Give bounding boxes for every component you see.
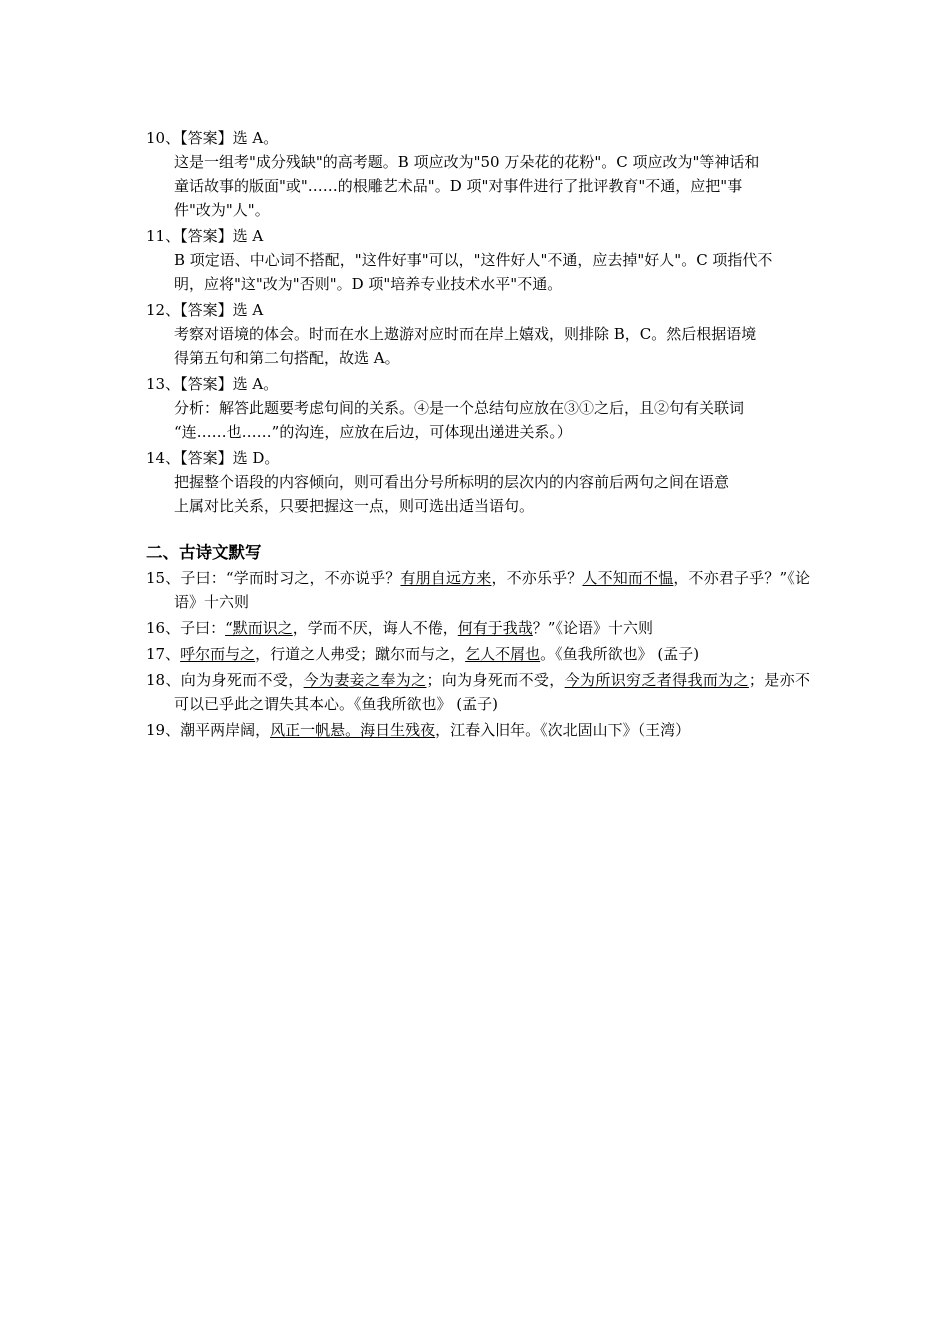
document-page — [146, 126, 810, 744]
poem-text: 18、向为身死而不受， — [146, 671, 304, 689]
poem-text: 19、潮平两岸阔， — [146, 721, 271, 739]
section-title: 二、古诗文默写 — [146, 543, 262, 562]
poem-text: ，行道之人弗受；蹴尔而与之， — [255, 645, 466, 663]
answer-11 — [146, 224, 810, 296]
poem-text: 16、子曰： — [146, 619, 226, 637]
poem-answer: 风正一帆悬。海日生残夜 — [270, 721, 436, 739]
answer-line: “连……也……”的沟连，应放在后边，可体现出递进关系。） — [174, 423, 572, 441]
poem-answer: “默而识之 — [225, 619, 293, 637]
poem-item-15 — [146, 566, 810, 614]
answer-line: 考察对语境的体会。时而在水上遨游对应时而在岸上嬉戏，则排除 B，C。然后根据语境 — [174, 325, 757, 343]
poem-text: 。《鱼我所欲也》 (孟子) — [540, 645, 700, 663]
answer-line: 这是一组考"成分残缺"的高考题。B 项应改为"50 万朵花的花粉"。C 项应改为"等神话和 — [174, 153, 760, 171]
poem-answer: 乞人不屑也 — [465, 645, 541, 663]
poem-text: ；向为身死而不受， — [426, 671, 565, 689]
answer-line: 把握整个语段的内容倾向，则可看出分号所标明的层次内的内容前后两句之间在语意 — [174, 473, 730, 491]
poem-answer: 今为所识穷乏者得我而为之 — [564, 671, 749, 689]
answer-head: 10、【答案】选 A。 — [146, 129, 279, 147]
answer-line: 得第五句和第二句搭配，故选 A。 — [174, 349, 400, 367]
answer-head: 11、【答案】选 A — [146, 227, 264, 245]
answer-14 — [146, 446, 810, 518]
answer-12 — [146, 298, 810, 370]
answer-head: 14、【答案】选 D。 — [146, 449, 280, 467]
answer-line: 件"改为"人"。 — [174, 201, 270, 219]
poem-text: ，学而不厌，诲人不倦， — [292, 619, 458, 637]
answer-line: 上属对比关系，只要把握这一点，则可选出适当语句。 — [174, 497, 535, 515]
poem-text: ，江春入旧年。《次北固山下》（王湾） — [435, 721, 691, 739]
answer-13 — [146, 372, 810, 444]
poem-item-17 — [146, 642, 810, 666]
poem-answer: 何有于我哉 — [457, 619, 533, 637]
poem-item-18 — [146, 668, 810, 716]
poem-answer: 呼尔而与之 — [180, 645, 256, 663]
answer-head: 13、【答案】选 A。 — [146, 375, 279, 393]
poem-text: ，不亦乐乎？ — [491, 569, 583, 587]
poem-text: ，不亦君子乎？”《论语》十六则 — [174, 569, 810, 611]
answer-10 — [146, 126, 810, 222]
poem-answer: 今为妻妾之奉为之 — [303, 671, 427, 689]
poem-text: ；是亦不可以已乎此之谓失其本心。《鱼我所欲也》 (孟子) — [174, 671, 810, 713]
answer-line: 分析：解答此题要考虑句间的关系。④是一个总结句应放在③①之后，且②句有关联词 — [174, 399, 745, 417]
answer-line: 童话故事的版面"或"……的根雕艺术品"。D 项"对事件进行了批评教育"不通，应把"事 — [174, 177, 743, 195]
answer-body — [146, 150, 810, 222]
poem-item-16 — [146, 616, 810, 640]
poem-text: ？”《论语》十六则 — [532, 619, 653, 637]
answer-head: 12、【答案】选 A — [146, 301, 264, 319]
answer-line: B 项定语、中心词不搭配，"这件好事"可以，"这件好人"不通，应去掉"好人"。C 项指代不 — [174, 251, 773, 269]
poem-item-19 — [146, 718, 810, 742]
answer-body — [146, 248, 810, 296]
poem-text: 15、子曰：“学而时习之，不亦说乎？ — [146, 569, 401, 587]
poem-text: 17、 — [146, 645, 181, 663]
poem-answer: 人不知而不愠 — [582, 569, 674, 587]
answer-body — [146, 322, 810, 370]
poem-answer: 有朋自远方来 — [400, 569, 492, 587]
answer-body — [146, 470, 810, 518]
answer-body — [146, 396, 810, 444]
answer-line: 明，应将"这"改为"否则"。D 项"培养专业技术水平"不通。 — [174, 275, 563, 293]
